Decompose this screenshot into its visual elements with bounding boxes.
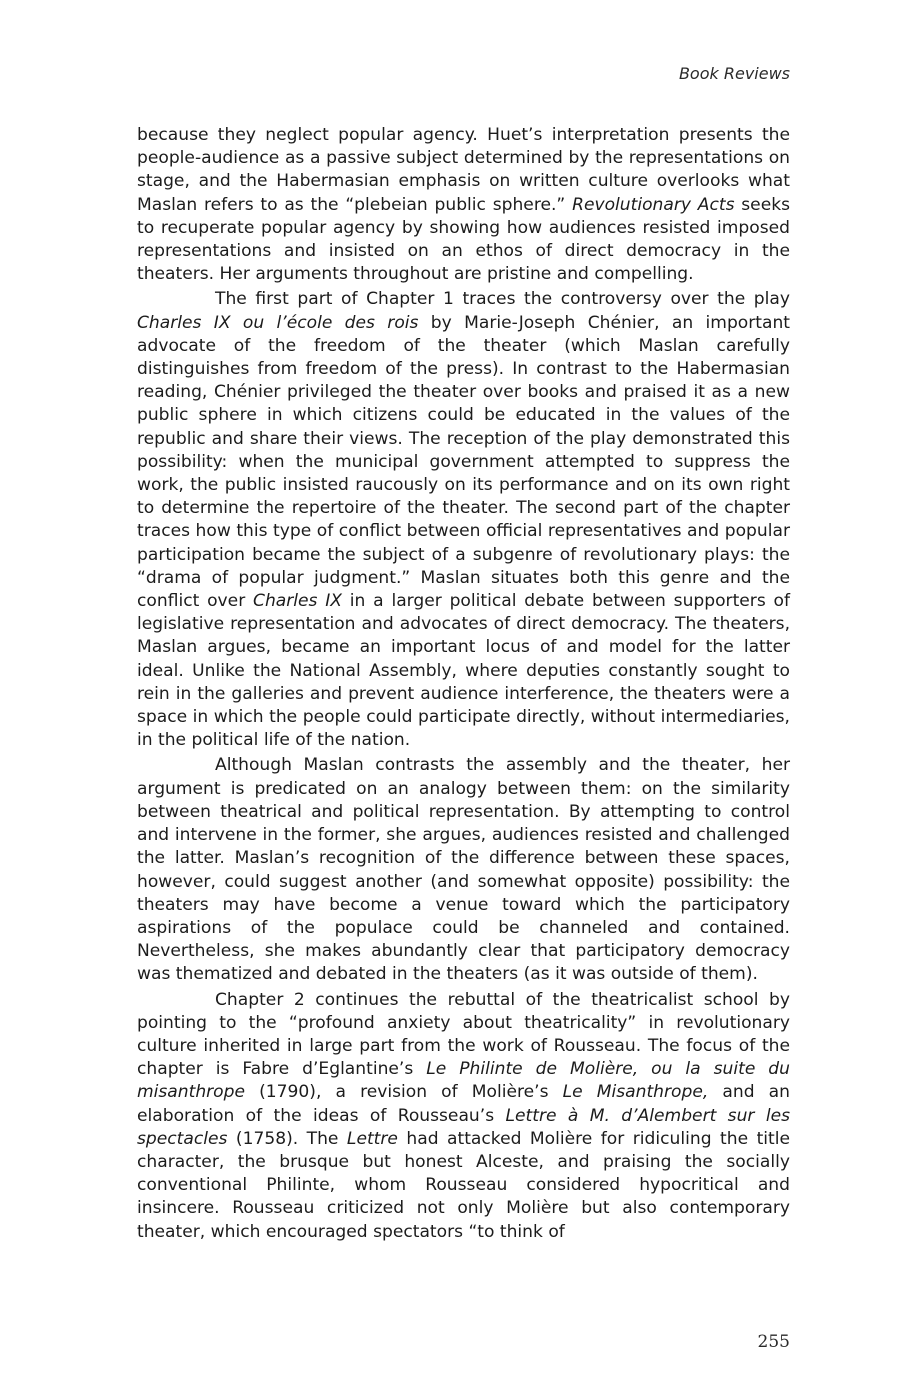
text-run: by Marie-Joseph Chénier, an important advocate of the freedom of the theater (which Maslan carefully distinguishes from freedom of the press). In contrast to the Habermasian reading, Chénier privileged the theater over books and praised it as a new public sphere in which citizens could be educated in the values of the republic and share their views. The reception of the play demonstrated this possibility: when the municipal government attempted to suppress the work, the public insisted raucously on its performance and on its own right to determine the repertoire of the theater. The second part of the chapter traces how this type of conflict between official representatives and popular participation became the subject of a subgenre of revolutionary plays: the “drama of popular judgment.” Maslan situates both this genre and the conflict over (137, 312, 790, 612)
paragraph-2 (137, 288, 790, 752)
text-run: seeks to recuperate popular agency by showing how audiences resisted imposed representations and insisted on an ethos of direct democracy in the theaters. Her arguments throughout are pristine and compelling. (137, 194, 791, 285)
italic-title: Lettre à M. d’Alembert sur les spectacles (137, 1105, 791, 1149)
text-run: and an elaboration of the ideas of Rousseau’s (137, 1082, 790, 1126)
running-header: Book Reviews (678, 64, 790, 83)
italic-title: Charles IX ou l’école des rois (137, 312, 419, 333)
italic-title: Le Misanthrope, (562, 1082, 709, 1103)
text-run: Although Maslan contrasts the assembly and the theater, her argument is predicated on an analogy between them: on the similarity between theatrical and political representation. By attempting to control and intervene in the former, she argues, audiences resisted and challenged the latter. Maslan’s recognition of the difference between these spaces, however, could suggest another (and somewhat opposite) possibility: the theaters may have become a venue toward which the participatory aspirations of the populace could be channeled and contained. Nevertheless, she makes abundantly clear that participatory democracy was thematized and debated in the theaters (as it was outside of them). (137, 755, 790, 985)
italic-title: Revolutionary Acts (572, 194, 735, 215)
paragraph-4 (137, 989, 790, 1244)
text-run: had attacked Molière for ridiculing the title character, the brusque but honest Alceste, and praising the socially conventional Philinte, whom Rousseau considered hypocritical and insincere. Rousseau criticized not only Molière but also contemporary theater, which encouraged spectators “to think of (137, 1128, 790, 1242)
text-run: The first part of Chapter 1 traces the controversy over the play (215, 289, 790, 310)
text-run: (1758). The (227, 1128, 347, 1149)
body-text (137, 124, 790, 1244)
paragraph-1 (137, 124, 790, 286)
text-run: because they neglect popular agency. Huet’s interpretation presents the people-audience as a passive subject determined by the representations on stage, and the Habermasian emphasis on written culture overlooks what Maslan refers to as the “plebeian public sphere.” (137, 125, 790, 215)
page-number: 255 (757, 1332, 790, 1352)
paragraph-3 (137, 754, 790, 986)
italic-title: Le Philinte de Molière, ou la suite du misanthrope (137, 1059, 790, 1103)
text-run: (1790), a revision of Molière’s (245, 1082, 563, 1103)
text-run: Chapter 2 continues the rebuttal of the theatricalist school by pointing to the “profound anxiety about theatricality” in revolutionary culture inherited in large part from the work of Rousseau. The focus of the chapter is Fabre d’Eglantine’s (137, 989, 790, 1080)
italic-title: Charles IX (253, 591, 343, 612)
italic-title: Lettre (346, 1128, 398, 1149)
text-run: in a larger political debate between supporters of legislative representation and advocates of direct democracy. The theaters, Maslan argues, became an important locus of and model for the latter ideal. Unlike the National Assembly, where deputies constantly sought to rein in the galleries and prevent audience interference, the theaters were a space in which the people could participate directly, without intermediaries, in the political life of the nation. (137, 591, 791, 751)
